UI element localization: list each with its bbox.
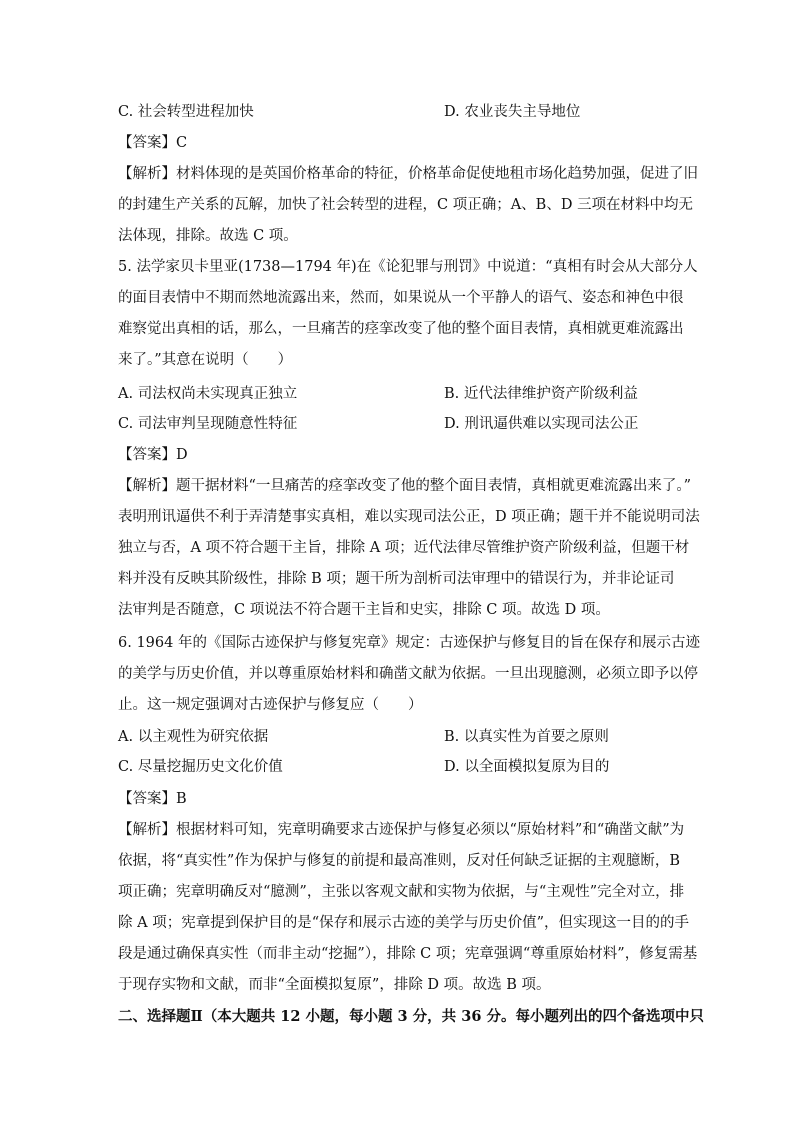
q5-option-d: D. 刑讯逼供难以实现司法公正 [444, 416, 639, 432]
q5-analysis-line: 法审判是否随意，C 项说法不符合题干主旨和史实，排除 C 项。故选 D 项。 [118, 602, 610, 618]
q4-analysis-line: 的封建生产关系的瓦解，加快了社会转型的进程，C 项正确；A、B、D 三项在材料中均无 [118, 197, 694, 213]
q6-analysis-line: 段是通过确保真实性（而非主动“挖掘”），排除 C 项；宪章强调“尊重原始材料”，修复需基 [118, 946, 698, 962]
q5-answer: 【答案】D [118, 447, 188, 463]
q6-stem-line: 6. 1964 年的《国际古迹保护与修复宪章》规定：古迹保护与修复目的旨在保存和展示古迹 [118, 635, 700, 651]
q6-analysis-line: 于现存实物和文献，而非“全面模拟复原”，排除 D 项。故选 B 项。 [118, 977, 551, 993]
q5-stem-line: 5. 法学家贝卡里亚(1738—1794 年)在《论犯罪与刑罚》中说道：“真相有时会从大部分人 [118, 259, 698, 275]
q6-analysis-line: 项正确；宪章明确反对“臆测”，主张以客观文献和实物为依据，与“主观性”完全对立，排 [118, 884, 685, 900]
q6-option-b: B. 以真实性为首要之原则 [444, 729, 609, 745]
q4-option-c: C. 社会转型进程加快 [118, 104, 254, 120]
section-heading: 二、选择题Ⅱ（本大题共 12 小题，每小题 3 分，共 36 分。每小题列出的四个备选项中只 [118, 1008, 704, 1025]
q6-analysis-line: 除 A 项；宪章提到保护目的是“保存和展示古迹的美学与历史价值”，但实现这一目的的手 [118, 915, 690, 931]
q6-option-c: C. 尽量挖掘历史文化价值 [118, 759, 283, 775]
q4-analysis-line: 法体现，排除。故选 C 项。 [118, 228, 298, 244]
q4-analysis-line: 【解析】材料体现的是英国价格革命的特征，价格革命促使地租市场化趋势加强，促进了旧 [118, 166, 698, 182]
q6-stem-line: 的美学与历史价值，并以尊重原始材料和确凿文献为依据。一旦出现臆测，必须立即予以停 [118, 666, 698, 682]
q5-option-b: B. 近代法律维护资产阶级利益 [444, 386, 638, 402]
q5-option-c: C. 司法审判呈现随意性特征 [118, 416, 298, 432]
q5-analysis-line: 【解析】题干据材料“一旦痛苦的痉挛改变了他的整个面目表情，真相就更难流露出来了。” [118, 478, 692, 494]
q6-analysis-line: 【解析】根据材料可知，宪章明确要求古迹保护与修复必须以“原始材料”和“确凿文献”为 [118, 822, 685, 838]
q5-stem-line: 难察觉出真相的话，那么，一旦痛苦的痉挛改变了他的整个面目表情，真相就更难流露出 [118, 321, 684, 337]
q6-stem-line: 止。这一规定强调对古迹保护与修复应（ ） [118, 697, 423, 713]
q6-analysis-line: 依据，将“真实性”作为保护与修复的前提和最高准则，反对任何缺乏证据的主观臆断，B [118, 853, 680, 869]
q5-stem-line: 的面目表情中不期而然地流露出来，然而，如果说从一个平静人的语气、姿态和神色中很 [118, 290, 684, 306]
q5-analysis-line: 料并没有反映其阶级性，排除 B 项；题干所为剖析司法审理中的错误行为，并非论证司 [118, 571, 675, 587]
q6-option-a: A. 以主观性为研究依据 [118, 729, 269, 745]
q5-analysis-line: 表明刑讯逼供不利于弄清楚事实真相，难以实现司法公正，D 项正确；题干并不能说明司法 [118, 509, 700, 525]
q4-option-d: D. 农业丧失主导地位 [444, 104, 581, 120]
q6-option-d: D. 以全面模拟复原为目的 [444, 759, 610, 775]
q6-answer: 【答案】B [118, 791, 187, 807]
q4-answer: 【答案】C [118, 135, 188, 151]
q5-analysis-line: 独立与否，A 项不符合题干主旨，排除 A 项；近代法律尽管维护资产阶级利益，但题干材 [118, 540, 690, 556]
q5-stem-line: 来了。”其意在说明（ ） [118, 352, 293, 368]
q5-option-a: A. 司法权尚未实现真正独立 [118, 386, 298, 402]
